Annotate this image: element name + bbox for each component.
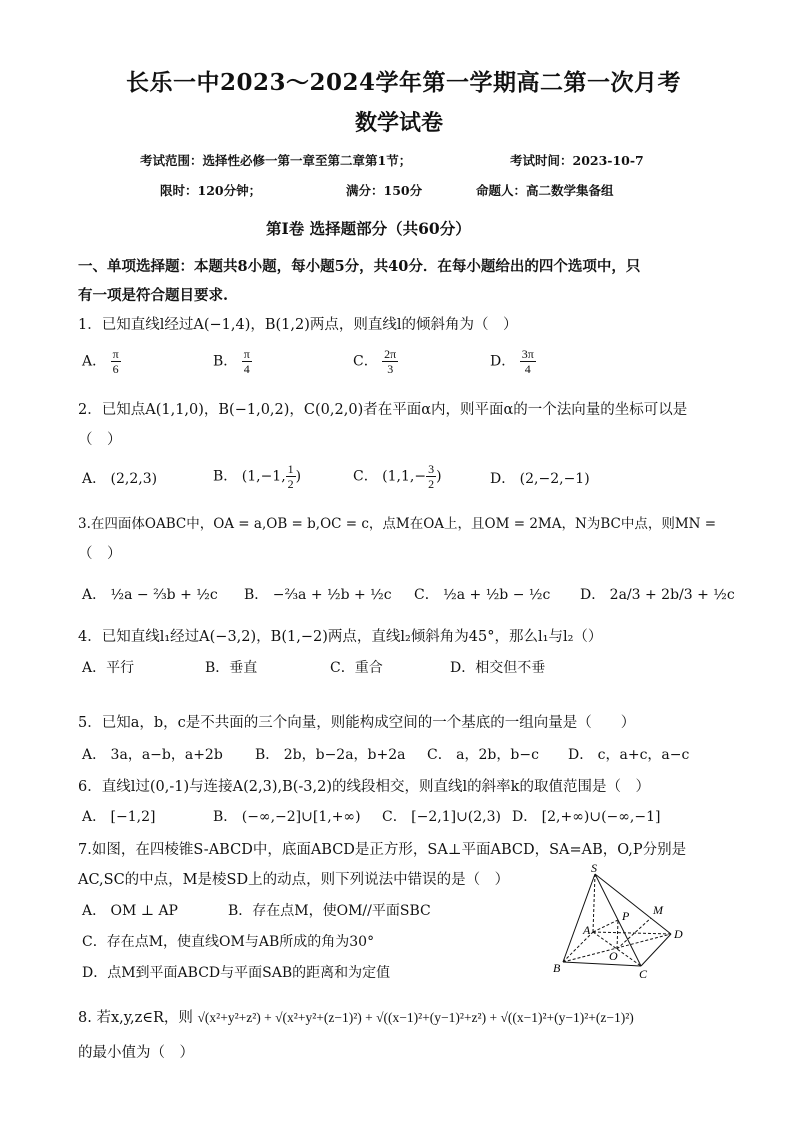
time-limit: 限时：120分钟； [160, 183, 262, 198]
exam-title: 长乐一中2023～2024学年第一学期高二第一次月考 [126, 69, 682, 96]
q5-stem: 5．已知a，b，c是不共面的三个向量，则能构成空间的一个基底的一组向量是（ ） [78, 715, 636, 731]
q7-option-d: D．点M到平面ABCD与平面SAB的距离和为定值 [82, 965, 391, 981]
q1-option-d: D． $\frac{3\pi}{4}$ [490, 347, 534, 376]
full-score: 满分：150分 [346, 183, 423, 198]
q2-b-fraction: $\frac{1}{2}$ [287, 462, 294, 491]
q3-option-b: B． −⅔a + ½b + ½c [244, 587, 392, 603]
q3-stem-line2: （ ） [78, 546, 122, 562]
q3-option-d: D． 2a/3 + 2b/3 + ½c [580, 587, 735, 603]
q7-pyramid-figure [545, 862, 695, 980]
label-D: D [674, 927, 683, 941]
q7-option-c: C．存在点M，使直线OM与AB所成的角为30° [82, 934, 375, 950]
q8-stem-line2: 的最小值为（ ） [78, 1045, 194, 1061]
q2-c-fraction: $\frac{3}{2}$ [428, 462, 435, 491]
q1-a-fraction: $\frac{\pi}{6}$ [112, 347, 119, 376]
q6-option-b: B． (−∞,−2]∪[1,+∞) [213, 809, 361, 825]
q6-option-c: C． [−2,1]∪(2,3) [382, 809, 501, 825]
q2-stem-line2: （ ） [78, 432, 122, 448]
q1-stem: 1．已知直线l经过A(−1,4)，B(1,2)两点，则直线l的倾斜角为（ ） [78, 317, 518, 333]
q3-stem-line1: 3.在四面体OABC中，OA = a,OB = b,OC = c，点M在OA上，且OM = 2MA，N为BC中点，则MN = [78, 516, 717, 532]
q1-option-c: C． $\frac{2\pi}{3}$ [353, 347, 397, 376]
q1-option-b: B． $\frac{\pi}{4}$ [213, 347, 250, 376]
exam-subtitle: 数学试卷 [355, 110, 444, 136]
label-B: B [553, 961, 561, 975]
q8-stem: 8. 若x,y,z∈R，则 √(x²+y²+z²) + √(x²+y²+(z−1)²) + √((x−1)²+(y−1)²+z²) + √((x−1)²+(y−1)²+(z−1)²) [78, 1010, 634, 1026]
label-C: C [639, 967, 648, 980]
q5-option-d: D． c，a+c，a−c [568, 747, 690, 763]
q2-option-a: A． (2,2,3) [82, 471, 158, 487]
part1-title: 第Ⅰ卷 选择题部分（共60分） [266, 219, 471, 238]
q4-option-c: C．重合 [330, 660, 383, 676]
q4-stem: 4．已知直线l₁经过A(−3,2)，B(1,−2)两点，直线l₂倾斜角为45°，那么l₁与l₂（） [78, 629, 603, 645]
q7-stem-line2: AC,SC的中点，M是棱SD上的动点，则下列说法中错误的是（ ） [78, 872, 510, 888]
q8-expression: √(x²+y²+z²) + √(x²+y²+(z−1)²) + √((x−1)²+(y−1)²+z²) + √((x−1)²+(y−1)²+(z−1)²) [197, 1010, 634, 1025]
q6-option-d: D． [2,+∞)∪(−∞,−1] [512, 809, 661, 825]
q1-c-fraction: $\frac{2\pi}{3}$ [384, 347, 397, 376]
q4-option-a: A．平行 [82, 660, 135, 676]
q3-option-c: C． ½a + ½b − ½c [414, 587, 551, 603]
label-A: A [583, 923, 591, 937]
section-heading-line2: 有一项是符合题目要求. [78, 287, 229, 304]
label-P: P [622, 909, 630, 923]
section-heading-line1: 一、单项选择题：本题共8小题，每小题5分，共40分．在每小题给出的四个选项中，只 [78, 258, 641, 275]
q7-stem-line1: 7.如图，在四棱锥S-ABCD中，底面ABCD是正方形，SA⊥平面ABCD，SA=AB，O,P分别是 [78, 842, 687, 858]
q2-stem-line1: 2．已知点A(1,1,0)，B(−1,0,2)，C(0,2,0)者在平面α内，则平面α的一个法向量的坐标可以是 [78, 402, 688, 418]
label-S: S [591, 862, 597, 875]
q2-option-c: C． (1,1,− $\frac{3}{2}$ ) [353, 462, 442, 491]
q2-option-d: D． (2,−2,−1) [490, 471, 590, 487]
q1-d-fraction: $\frac{3\pi}{4}$ [521, 347, 534, 376]
exam-date: 考试时间：2023-10-7 [510, 153, 644, 168]
q3-option-a: A． ½a − ⅔b + ½c [82, 587, 218, 603]
q1-b-fraction: $\frac{\pi}{4}$ [243, 347, 250, 376]
q7-option-a: A． OM ⊥ AP [82, 903, 178, 919]
q1-option-a: A． $\frac{\pi}{6}$ [82, 347, 119, 376]
q4-option-d: D．相交但不垂 [450, 660, 546, 676]
label-O: O [609, 949, 618, 963]
author: 命题人：高二数学集备组 [476, 183, 614, 198]
label-M: M [653, 903, 663, 917]
q5-option-c: C． a，2b，b−c [427, 747, 539, 763]
exam-scope: 考试范围：选择性必修一第一章至第二章第1节； [140, 153, 412, 168]
q5-option-a: A． 3a，a−b，a+2b [82, 747, 223, 763]
q4-option-b: B．垂直 [205, 660, 258, 676]
q7-option-b: B．存在点M，使OM//平面SBC [228, 903, 431, 919]
q6-stem: 6．直线l过(0,-1)与连接A(2,3),B(-3,2)的线段相交，则直线l的斜率k的取值范围是（ ） [78, 779, 650, 795]
q6-option-a: A． [−1,2] [82, 809, 156, 825]
q2-option-b: B． (1,−1, $\frac{1}{2}$ ) [213, 462, 302, 491]
q5-option-b: B． 2b，b−2a，b+2a [255, 747, 406, 763]
